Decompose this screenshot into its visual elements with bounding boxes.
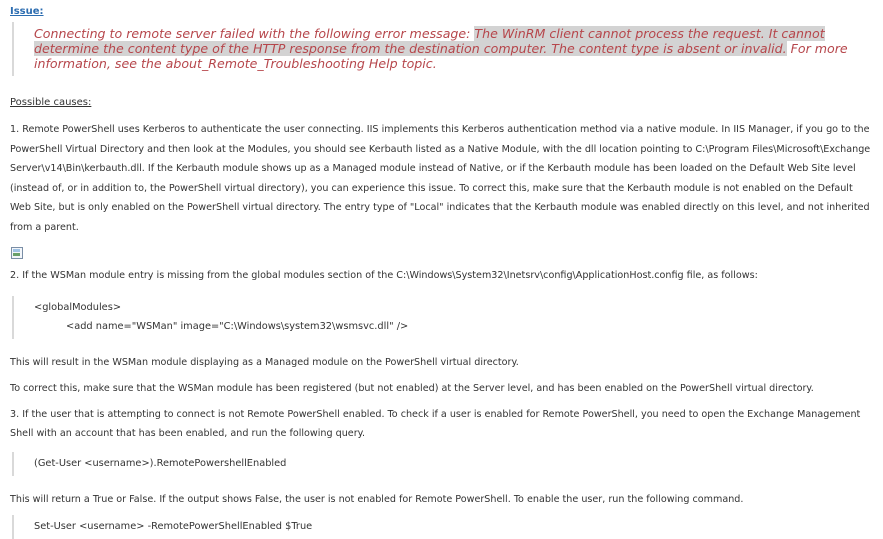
error-message-highlight: The WinRM client cannot process the request. It cannot determine the content type of the HTTP response from the destination computer. The content type is absent or invalid. [34,26,825,56]
cause-3-result-paragraph: This will return a True or False. If the output shows False, the user is not enabled for Remote PowerShell. To enable the user, run the following command. [10,493,744,505]
code-line-set-user: Set-User <username> -RemotePowerShellEnabled $True [34,521,313,532]
error-message-intro: Connecting to remote server failed with the following error message: [34,26,475,41]
cause-3-paragraph: 3. If the user that is attempting to connect is not Remote PowerShell enabled. To check if a user is enabled for Remote PowerShell, you need to open the Exchange Management Shell with an account that has been enabled, and run the following query. [10,408,861,439]
code-line-global-modules: <globalModules> [34,301,122,313]
issue-heading-link[interactable]: Issue: [10,6,44,17]
code-line-get-user: (Get-User <username>).RemotePowershellEnabled [34,457,287,469]
error-message-more-info: For more information, see the about_Remote_Troubleshooting Help topic. [34,41,848,71]
cause-2-result-paragraph: This will result in the WSMan module displaying as a Managed module on the PowerShell virtual directory. [10,356,519,368]
get-user-code-block [12,452,876,476]
error-message-quote [12,22,876,76]
cause-2-fix-paragraph: To correct this, make sure that the WSMan module has been registered (but not enabled) at the Server level, and has been enabled on the PowerShell virtual directory. [10,383,814,394]
cause-2-paragraph: 2. If the WSMan module entry is missing from the global modules section of the C:\Windows\System32\Inetsrv\config\ApplicationHost.config file, as follows: [10,270,758,281]
cause-1-paragraph: 1. Remote PowerShell uses Kerberos to authenticate the user connecting. IIS implements this Kerberos authentication method via a native module. In IIS Manager, if you go to the PowerShell Virtual Directory and then look at the Modules, you should see Kerbauth listed as a Native Module, with the dll location pointing to C:\Program Files\Microsoft\Exchange Server\v14\Bin\kerbauth.dll. If the Kerbauth module shows up as a Managed module instead of Native, or if the Kerbauth module has been loaded on the Default Web Site level (instead of, or in addition to, the PowerShell virtual directory), you can experience this issue. To correct this, make sure that the Kerbauth module is not enabled on the Default Web Site, but is only enabled on the PowerShell virtual directory. The entry type of "Local" indicates that the Kerbauth module was enabled directly on this level, and not inherited from a parent. [10,124,871,233]
code-line-add-wsman: <add name="WSMan" image="C:\Windows\system32\wsmsvc.dll" /> [66,320,409,332]
kb-article [10,6,876,539]
global-modules-code-block [12,296,876,339]
broken-image-icon [10,246,24,260]
set-user-code-block [12,515,876,539]
possible-causes-heading: Possible causes: [10,97,92,108]
